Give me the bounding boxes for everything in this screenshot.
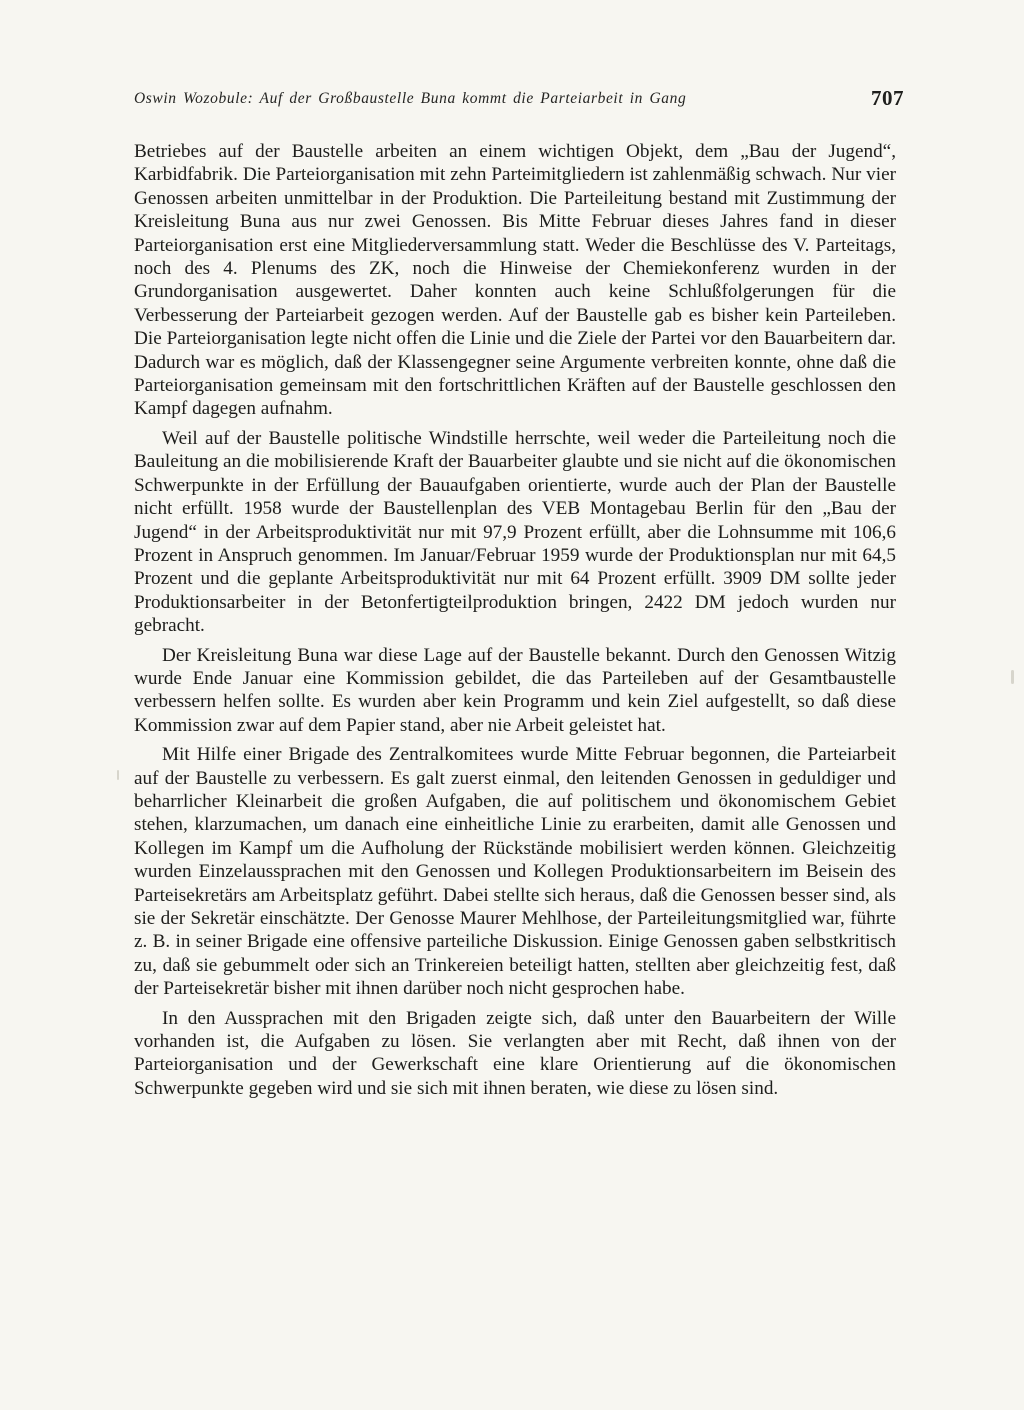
page-number: 707: [871, 86, 904, 110]
paragraph: Betriebes auf der Baustelle arbeiten an einem wichtigen Objekt, dem „Bau der Jugend“, Karbidfabrik. Die Parteiorganisation mit zehn Parteimitgliedern ist zahlenmäßig schwach. Nur vier Genossen arbeiten unmittelbar in der Produktion. Die Parteileitung bestand mit Zustimmung der Kreisleitung Buna aus nur zwei Genossen. Bis Mitte Februar dieses Jahres fand in dieser Parteiorganisation erst eine Mitgliederversammlung statt. Weder die Beschlüsse des V. Parteitags, noch des 4. Plenums des ZK, noch die Hinweise der Chemiekonferenz wurden in der Grundorganisation ausgewertet. Daher konnten auch keine Schlußfolgerungen für die Verbesserung der Parteiarbeit gezogen werden. Auf der Baustelle gab es bisher kein Parteileben. Die Parteiorganisation legte nicht offen die Linie und die Ziele der Partei vor den Bauarbeitern dar. Dadurch war es möglich, daß der Klassengegner seine Argumente verbreiten konnte, ohne daß die Parteiorganisation gemeinsam mit den fortschrittlichen Kräften auf der Baustelle geschlossen den Kampf dagegen aufnahm.: [134, 141, 896, 420]
running-header: [134, 86, 904, 116]
margin-mark: [1011, 670, 1014, 684]
body-text: [134, 140, 896, 1106]
paragraph: Weil auf der Baustelle politische Windstille herrschte, weil weder die Parteileitung noch die Bauleitung an die mobilisierende Kraft der Bauarbeiter glaubte und sie nicht auf die ökonomischen Schwerpunkte in der Erfüllung der Bauaufgaben orientierte, wurde auch der Plan der Baustelle nicht erfüllt. 1958 wurde der Baustellenplan des VEB Montagebau Berlin für den „Bau der Jugend“ in der Arbeitsproduktivität nur mit 97,9 Prozent erfüllt, aber die Lohnsumme mit 106,6 Prozent in Anspruch genommen. Im Januar/Februar 1959 wurde der Produktionsplan nur mit 64,5 Prozent und die geplante Arbeitsproduktivität nur mit 64 Prozent erfüllt. 3909 DM sollte jeder Produktionsarbeiter in der Betonfertigteilproduktion bringen, 2422 DM jedoch wurden nur gebracht.: [134, 427, 896, 637]
paragraph: Der Kreisleitung Buna war diese Lage auf der Baustelle bekannt. Durch den Genossen Witzig wurde Ende Januar eine Kommission gebildet, die das Parteileben auf der Gesamtbaustelle verbessern helfen sollte. Es wurden aber kein Programm und kein Ziel aufgestellt, so daß diese Kommission zwar auf dem Papier stand, aber nie Arbeit geleistet hat.: [134, 644, 896, 736]
running-title: Oswin Wozobule: Auf der Großbaustelle Buna kommt die Parteiarbeit in Gang: [134, 90, 687, 107]
paragraph: Mit Hilfe einer Brigade des Zentralkomitees wurde Mitte Februar begonnen, die Parteiarbeit auf der Baustelle zu verbessern. Es galt zuerst einmal, den leitenden Genossen in geduldiger und beharrlicher Kleinarbeit die großen Aufgaben, die auf politischem und ökonomischem Gebiet stehen, klarzumachen, um danach eine einheitliche Linie zu erarbeiten, damit alle Genossen und Kollegen im Kampf um die Aufholung der Rückstände mobilisiert werden können. Gleichzeitig wurden Einzelaussprachen mit den Genossen und Kollegen Produktionsarbeitern im Beisein des Parteisekretärs am Arbeitsplatz geführt. Dabei stellte sich heraus, daß die Genossen besser sind, als sie der Sekretär einschätzte. Der Genosse Maurer Mehlhose, der Parteileitungsmitglied war, führte z. B. in seiner Brigade eine offensive parteiliche Diskussion. Einige Genossen gaben selbstkritisch zu, daß sie gebummelt oder sich an Trinkereien beteiligt hatten, stellten aber gleichzeitig fest, daß der Parteisekretär bisher mit ihnen darüber noch nicht gesprochen habe.: [134, 744, 896, 1000]
margin-mark: [117, 770, 119, 780]
paragraph: In den Aussprachen mit den Brigaden zeigte sich, daß unter den Bauarbeitern der Wille vorhanden ist, die Aufgaben zu lösen. Sie verlangten aber mit Recht, daß ihnen von der Parteiorganisation und der Gewerkschaft eine klare Orientierung auf die ökonomischen Schwerpunkte gegeben wird und sie sich mit ihnen beraten, wie diese zu lösen sind.: [134, 1007, 896, 1099]
